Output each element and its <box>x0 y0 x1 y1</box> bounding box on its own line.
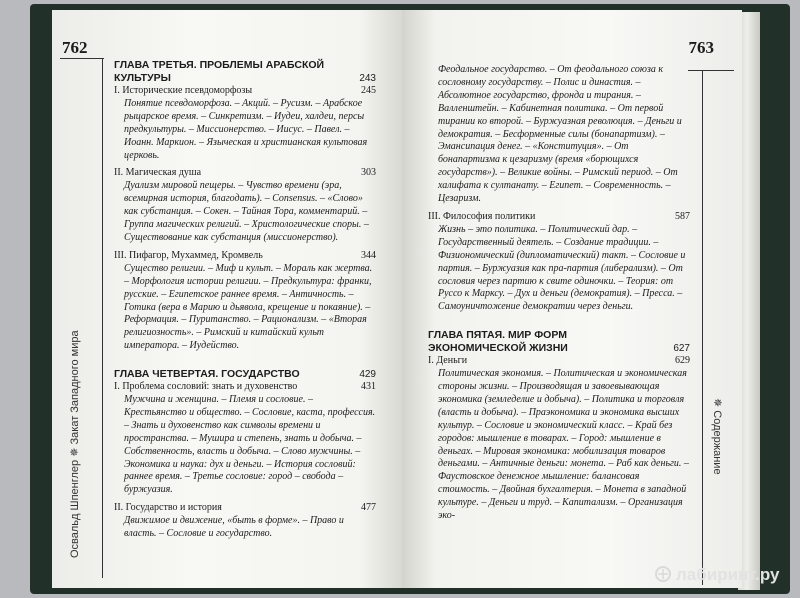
section-heading <box>114 167 376 180</box>
entry-summary: Жизнь – это политика. – Политический дар. – Государственный деятель. – Создание традиции. – Физиономический (дипломатический) такт. – Сословие и партия. – Буржуазия как пра-партия (либерализм). – От сословия через партию к свите одиночки. – Теория: от Руссо к Марксу. – Дух и деньги (демократия). – Пресса. – Самоуничтожение демократии через деньги. <box>438 223 686 313</box>
margin-rule <box>102 58 103 578</box>
entry-page-number: 431 <box>361 381 376 393</box>
spacer <box>114 541 376 546</box>
running-head-left: Освальд Шпенглер ✵ Закат Западного мира <box>69 330 81 558</box>
entry-page-number: 243 <box>359 73 376 84</box>
header-rule <box>688 70 734 71</box>
entry-summary: Политическая экономия. – Политическая и экономическая стороны жизни. – Производящая и завоевывающая экономика (земледелие и добыча). – Политика и торговля (власть и добыча). – Праэкономика и экономика высших культур. – Сословие и экономический класс. – Край без городов: мышление в товарах. – Город: мышление в деньгах. – Мировая экономика: мобилизация товаров деньгами. – Античные деньги: монета. – Раб как деньги. – Фаустовское денежное мышление: балансовая стоимость. – Двойная бухгалтерия. – Монета в западной культуре. – Деньги и труд. – Капитализм. – Организация эко- <box>438 368 689 522</box>
entry-title: ГЛАВА ТРЕТЬЯ. ПРОБЛЕМЫ АРАБСКОЙ КУЛЬТУРЫ <box>114 59 325 84</box>
entry-summary: Движимое и движение, «быть в форме». – Право и власть. – Сословие и государство. <box>124 515 344 540</box>
entry-title: II. Магическая душа <box>114 167 202 179</box>
entry-title: ГЛАВА ЧЕТВЕРТАЯ. ГОСУДАРСТВО <box>114 368 300 381</box>
entry-title: I. Исторические псевдоморфозы <box>114 85 253 96</box>
chapter-heading <box>114 59 376 85</box>
entry-title: III. Философия политики <box>428 210 536 222</box>
entry-page-number: 587 <box>675 210 690 222</box>
page-number-left: 762 <box>62 38 88 57</box>
chapter-heading <box>114 368 376 381</box>
section-heading <box>114 381 376 394</box>
entry-page-number: 627 <box>673 343 690 355</box>
entry-summary: Мужчина и женщина. – Племя и сословие. – Крестьянство и общество. – Сословие, каста, профессия. – Знать и духовенство как символы времени и пространства. – Мушира и степень, знать и добыча. – Собственность, власть и добыча. – Слово мужчины. – Экономика и наука: дух и деньги. – История сословий: раннее время. – Третье сословие: город – свобода – буржуазия. <box>124 394 376 496</box>
entry-page-number: 477 <box>361 502 376 514</box>
entry-title: III. Пифагор, Мухаммед, Кромвель <box>114 249 263 261</box>
entry-title: I. Деньги <box>428 355 468 367</box>
entry-title: II. Государство и история <box>114 502 222 514</box>
toc-column-left <box>114 57 376 546</box>
entry-page-number: 245 <box>361 85 376 96</box>
entry-page-number: 344 <box>361 249 376 261</box>
entry-page-number: 303 <box>361 167 376 179</box>
section-heading <box>114 250 376 263</box>
right-page <box>402 10 742 588</box>
page-number-right: 763 <box>688 38 714 57</box>
entry-page-number: 629 <box>675 355 690 367</box>
section-heading <box>114 85 376 98</box>
section-heading <box>428 211 690 224</box>
entry-title: ГЛАВА ПЯТАЯ. МИР ФОРМ ЭКОНОМИЧЕСКОЙ ЖИЗНИ <box>428 329 568 355</box>
entry-summary: Понятие псевдоморфоза. – Акций. – Русизм. – Арабское рыцарское время. – Синкретизм. – Иудеи, халдеи, персы предкультуры. – Миссионерство. – Иисус. – Павел. – Иоанн. Маркион. – Языческая и христианская культовая церковь. <box>124 97 368 161</box>
margin-rule <box>702 70 703 585</box>
chapter-heading <box>428 329 690 355</box>
spacer <box>428 523 690 528</box>
entry-summary: Дуализм мировой пещеры. – Чувство времени (эра, всемирная история, благодать). – Consensus. – «Слово» как субстанция. – Сокен. – Тайная Тора, комментарий. – Группа магических религий. – Христологические споры. – Существование как субстанция (миссионерство). <box>124 180 369 243</box>
spacer <box>114 353 376 358</box>
entry-summary: Феодальное государство. – От феодального союза к сословному государству. – Полис и династия. – Абсолютное государство, фронда и тирания. – Валленштейн. – Кабинетная политика. – От первой тирании ко второй. – Буржуазная революция. – Деньги и демократия. – Бесформенные силы (бонапартизм). – Эмансипация денег. – «Конституция». – От бонапартизма к цезаризму (время «борющихся государств»). – Великие войны. – Римский период. – От халифата к султанату. – Египет. – Современность. – Цезаризм. <box>438 64 682 205</box>
left-page <box>52 10 402 588</box>
running-head-right: ✵ Содержание <box>711 398 723 475</box>
spacer <box>428 314 690 319</box>
section-heading <box>114 502 376 515</box>
section-heading <box>428 355 690 368</box>
entry-title: I. Проблема сословий: знать и духовенство <box>114 381 298 393</box>
watermark-text: лабиринт.ру <box>676 565 780 584</box>
entry-page-number: 429 <box>359 369 376 381</box>
entry-summary: Существо религии. – Миф и культ. – Мораль как жертва. – Морфология истории религии. – Предкультура: франки, русские. – Египетское раннее время. – Античность. – Готика (вера в Марию и дьявола, крещение и покаяние). – Реформация. – Пуританство. – Рационализм. – «Вторая религиозность». – Римский и китайский культ императора. – Иудейство. <box>124 262 373 352</box>
header-rule <box>60 58 104 59</box>
toc-column-right <box>428 64 690 528</box>
